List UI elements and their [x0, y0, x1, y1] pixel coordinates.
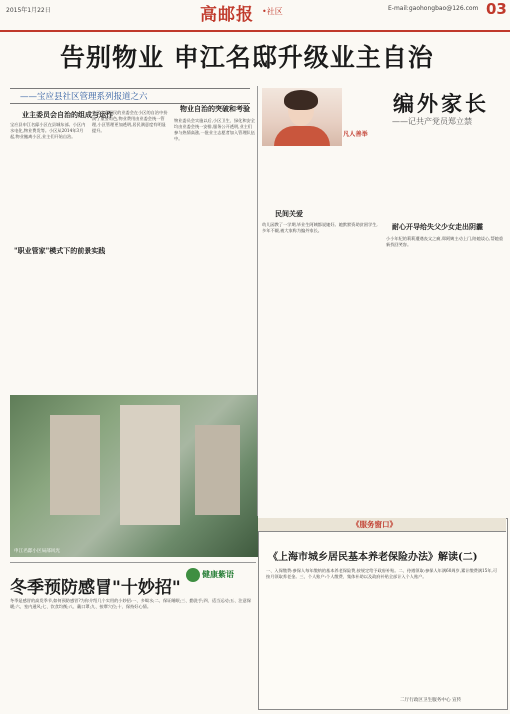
bottom-rule: [10, 562, 256, 563]
section-name: •社区: [262, 7, 283, 16]
main-headline: 告别物业 申江名邸升级业主自治: [60, 43, 434, 72]
article-column-2: 申江名邸居民的业委会在小区的自治中扮演了重要角色,物业费用由业委会统一管理,小区管理更加透明,居民满意度有明显提升。: [92, 110, 168, 134]
service-label: 《服务窗口》: [352, 520, 397, 529]
feature-heading-2: 耐心开导给失父少女走出阴霾: [392, 222, 483, 231]
article-column-3: 物业委员会实施以后,小区卫生、绿化和安全均由业委会统一安排,服务公开透明,业主们参与热情高涨,一批业主志愿者加入管理队伍中。: [174, 118, 255, 142]
photo-caption: 申江名邸小区局部风光: [14, 549, 60, 554]
column-divider: [257, 86, 258, 516]
community-photo: [10, 395, 258, 557]
section-heading-3: 物业自治的突破和考验: [180, 104, 250, 113]
portrait-photo: [262, 88, 342, 146]
feature-heading-1: 民间关爱: [275, 209, 303, 218]
health-body: 冬季是感冒的高发季节,如何预防感冒?为你介绍几个实用的小妙招:一、多喝水;二、保证睡眠;三、勤洗手;四、适当运动;五、注意保暖;六、室内通风;七、饮食均衡;八、戴口罩;九、按摩穴位;十、保持好心情。: [10, 598, 251, 610]
article-column-1: 宝应县申江名邸小区在县城东部。小区内水电化,物业费发等。小区从2014年3月起,物业撤离小区,业主们开始自治。: [10, 122, 86, 140]
health-headline: 冬季预防感冒"十妙招": [10, 578, 181, 598]
page-number: 03: [486, 0, 507, 18]
feature-column-2: 小小年纪的莉莉遭遇丧父之痛,郑阿姨主动上门,陪她谈心,帮她重新找回笑容。: [386, 236, 504, 248]
leaf-icon: [186, 568, 200, 582]
feature-subtitle: ——记共产党员郑立禁: [392, 117, 472, 126]
service-footer: 二厅行政区卫生服务中心 宣传: [400, 698, 462, 703]
section-heading-2: "职业管家"模式下的前景实践: [14, 246, 106, 255]
feature-title: 编外家长: [393, 91, 489, 116]
section-heading-1: 业主委员会自治的组成与运作: [22, 110, 113, 119]
feature-tag: 凡人善举: [343, 131, 368, 138]
masthead: 高邮报: [200, 5, 254, 25]
issue-date: 2015年1月22日: [6, 7, 51, 14]
feature-column-1: 幼儿园教了一学期,毕业生阿姨都说她好。她默默资助贫困学生,多年不辍,被大家称为编外家长。: [262, 222, 378, 234]
main-subhead: ——宝应县社区管理系列报道之六: [20, 92, 148, 102]
contact-email: E-mail:gaohongbao@126.com: [388, 5, 479, 12]
service-title: 《上海市城乡居民基本养老保险办法》解读(二): [268, 552, 478, 563]
health-tag: 健康紫语: [202, 569, 234, 579]
service-body: 一、入保缴费:参保人每年缴纳的基本养老保险费,按规定给予政府补贴。二、待遇领取:参保人年满60周岁,累计缴费满15年,可按月领取养老金。三、个人账户:个人缴费、集体补助以及政府补贴全部计入个人账户。: [266, 568, 498, 580]
